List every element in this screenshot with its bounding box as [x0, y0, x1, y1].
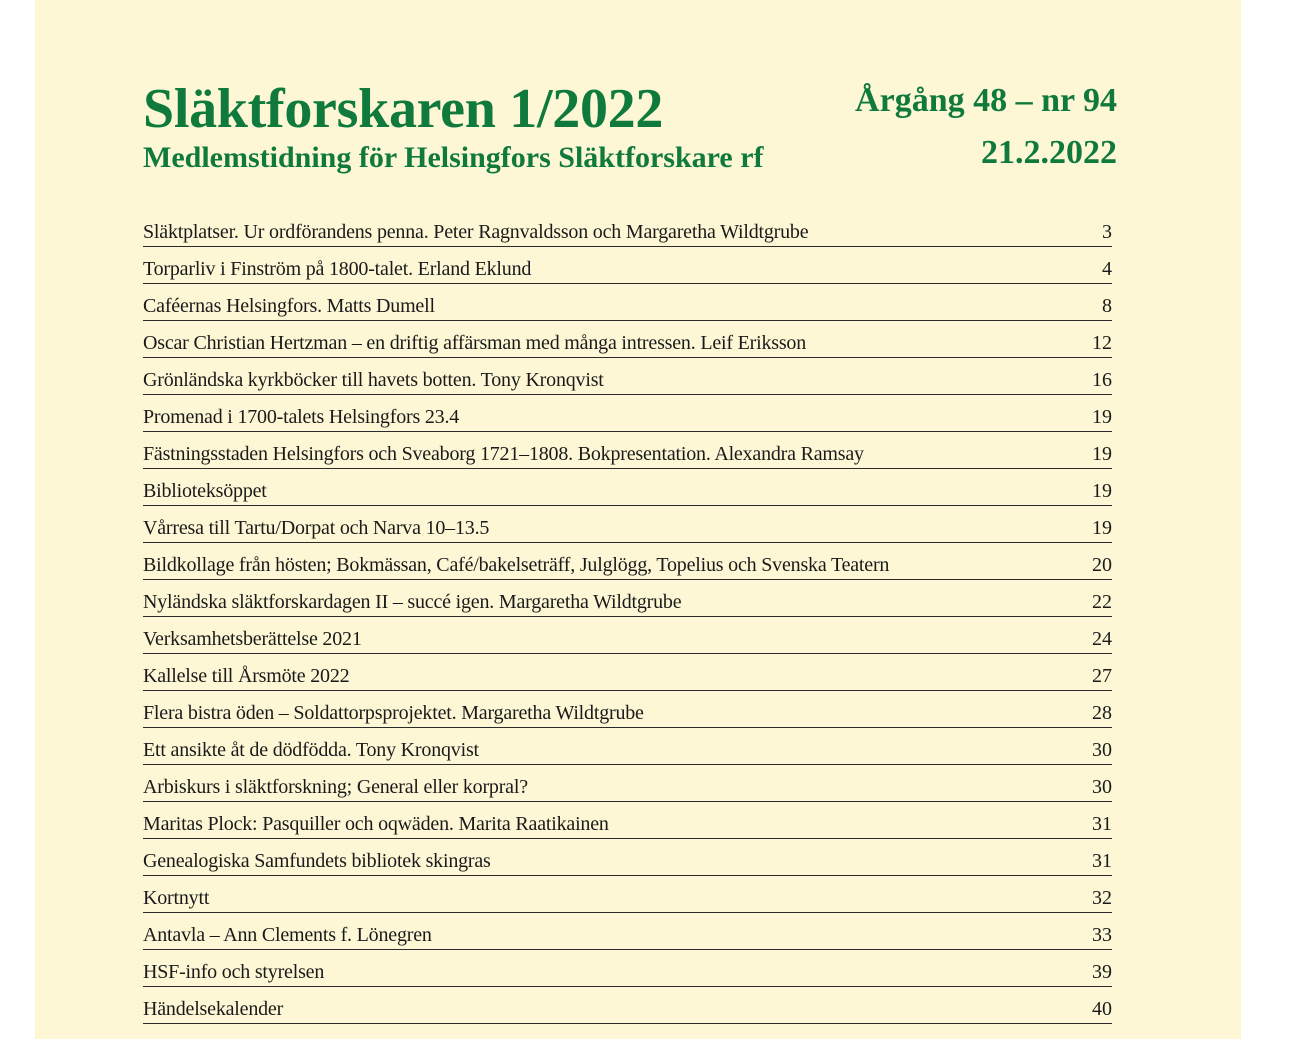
- toc-entry-page-number: 24: [1092, 628, 1112, 650]
- toc-entry-title: Nyländska släktforskardagen II – succé igen. Margaretha Wildtgrube: [143, 591, 682, 613]
- toc-entry-title: Fästningsstaden Helsingfors och Sveaborg 1721–1808. Bokpresentation. Alexandra Ramsay: [143, 443, 864, 465]
- toc-entry[interactable]: [143, 358, 1112, 395]
- toc-entry-page-number: 20: [1092, 554, 1112, 576]
- toc-entry[interactable]: [143, 802, 1112, 839]
- toc-entry-title: Promenad i 1700-talets Helsingfors 23.4: [143, 406, 460, 428]
- toc-entry-page-number: 28: [1092, 702, 1112, 724]
- toc-entry-title: Bildkollage från hösten; Bokmässan, Café/bakelseträff, Julglögg, Topelius och Svenska Teatern: [143, 554, 890, 576]
- toc-entry-page-number: 19: [1092, 480, 1112, 502]
- toc-entry[interactable]: [143, 691, 1112, 728]
- toc-entry[interactable]: [143, 839, 1112, 876]
- toc-entry[interactable]: [143, 950, 1112, 987]
- toc-entry-title: Vårresa till Tartu/Dorpat och Narva 10–13.5: [143, 517, 490, 539]
- table-of-contents: [143, 210, 1112, 1024]
- toc-entry-page-number: 16: [1092, 369, 1112, 391]
- toc-entry-title: Caféernas Helsingfors. Matts Dumell: [143, 295, 435, 317]
- toc-entry[interactable]: [143, 247, 1112, 284]
- toc-entry-title: Händelsekalender: [143, 998, 284, 1020]
- toc-entry-page-number: 12: [1092, 332, 1112, 354]
- toc-entry[interactable]: [143, 765, 1112, 802]
- toc-entry-title: Oscar Christian Hertzman – en driftig affärsman med många intressen. Leif Eriksson: [143, 332, 807, 354]
- toc-entry[interactable]: [143, 395, 1112, 432]
- masthead: [143, 78, 1117, 188]
- toc-entry-page-number: 39: [1092, 961, 1112, 983]
- toc-entry[interactable]: [143, 617, 1112, 654]
- toc-entry[interactable]: [143, 913, 1112, 950]
- toc-entry-title: Kallelse till Årsmöte 2022: [143, 665, 350, 687]
- toc-entry-page-number: 19: [1092, 406, 1112, 428]
- toc-entry-page-number: 19: [1092, 517, 1112, 539]
- toc-entry-title: Biblioteksöppet: [143, 480, 267, 502]
- toc-entry-title: Antavla – Ann Clements f. Lönegren: [143, 924, 432, 946]
- toc-entry[interactable]: [143, 728, 1112, 765]
- toc-entry[interactable]: [143, 432, 1112, 469]
- toc-entry-page-number: 40: [1092, 998, 1112, 1020]
- toc-entry-page-number: 31: [1092, 813, 1112, 835]
- magazine-page: [35, 0, 1241, 1039]
- toc-entry[interactable]: [143, 987, 1112, 1024]
- toc-entry[interactable]: [143, 469, 1112, 506]
- toc-entry-title: Ett ansikte åt de dödfödda. Tony Kronqvist: [143, 739, 479, 761]
- toc-entry-title: Verksamhetsberättelse 2021: [143, 628, 362, 650]
- toc-entry-title: HSF-info och styrelsen: [143, 961, 325, 983]
- toc-entry-title: Flera bistra öden – Soldattorpsprojektet. Margaretha Wildtgrube: [143, 702, 644, 724]
- toc-entry-page-number: 31: [1092, 850, 1112, 872]
- toc-entry[interactable]: [143, 543, 1112, 580]
- toc-entry[interactable]: [143, 321, 1112, 358]
- toc-entry-page-number: 33: [1092, 924, 1112, 946]
- volume-issue: Årgång 48 – nr 94: [855, 82, 1117, 119]
- toc-entry[interactable]: [143, 580, 1112, 617]
- toc-entry-page-number: 8: [1102, 295, 1112, 317]
- toc-entry-page-number: 32: [1092, 887, 1112, 909]
- toc-entry-title: Maritas Plock: Pasquiller och oqwäden. Marita Raatikainen: [143, 813, 609, 835]
- issue-date: 21.2.2022: [981, 134, 1117, 171]
- toc-entry-title: Kortnytt: [143, 887, 210, 909]
- toc-entry-page-number: 30: [1092, 776, 1112, 798]
- toc-entry[interactable]: [143, 210, 1112, 247]
- toc-entry-title: Släktplatser. Ur ordförandens penna. Peter Ragnvaldsson och Margaretha Wildtgrube: [143, 221, 809, 243]
- toc-entry-page-number: 30: [1092, 739, 1112, 761]
- toc-entry-title: Genealogiska Samfundets bibliotek skingras: [143, 850, 491, 872]
- toc-entry[interactable]: [143, 654, 1112, 691]
- toc-entry[interactable]: [143, 506, 1112, 543]
- magazine-title: Släktforskaren 1/2022: [143, 78, 664, 140]
- toc-entry[interactable]: [143, 876, 1112, 913]
- toc-entry-page-number: 3: [1102, 221, 1112, 243]
- toc-entry-page-number: 4: [1102, 258, 1112, 280]
- toc-entry-title: Torparliv i Finström på 1800-talet. Erland Eklund: [143, 258, 532, 280]
- toc-entry[interactable]: [143, 284, 1112, 321]
- magazine-subtitle: Medlemstidning för Helsingfors Släktforskare rf: [143, 141, 764, 174]
- toc-entry-page-number: 27: [1092, 665, 1112, 687]
- toc-entry-page-number: 19: [1092, 443, 1112, 465]
- toc-entry-title: Arbiskurs i släktforskning; General eller korpral?: [143, 776, 528, 798]
- toc-entry-title: Grönländska kyrkböcker till havets botten. Tony Kronqvist: [143, 369, 604, 391]
- toc-entry-page-number: 22: [1092, 591, 1112, 613]
